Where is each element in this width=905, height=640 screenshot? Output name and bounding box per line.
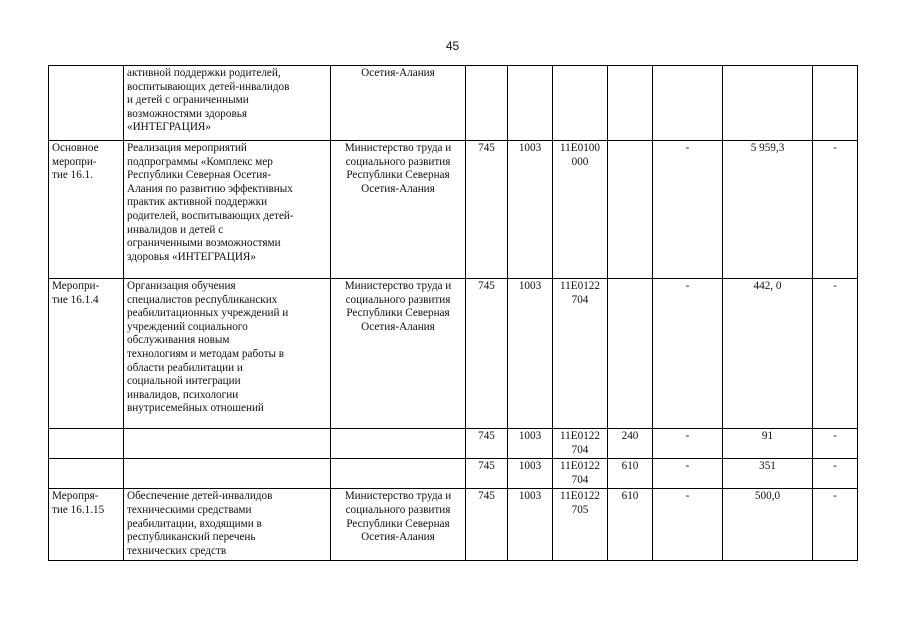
page-number: 45	[445, 39, 460, 53]
measure-name-cell-line: внутрисемейных отношений	[127, 402, 264, 415]
measure-name-cell-line: области реабилитации и	[127, 361, 243, 374]
table-body	[49, 66, 858, 561]
executor-cell-line: Республики Северная	[346, 169, 450, 182]
csr-cell-line: 11Е0122	[560, 430, 600, 442]
measure-code-cell	[49, 429, 124, 459]
executor-cell-line: Осетия-Алания	[361, 67, 435, 79]
amount-col-1-cell: -	[653, 279, 723, 429]
csr-cell	[553, 429, 608, 459]
rzpr-cell: 1003	[508, 279, 553, 429]
grbs-cell: 745	[466, 141, 508, 279]
executor-cell-line: Министерство труда и	[344, 142, 452, 154]
measure-name-cell-line: и детей с ограниченными	[127, 94, 249, 107]
measure-name-cell	[124, 429, 331, 459]
measure-code-cell	[49, 489, 124, 561]
amount-col-2-cell	[723, 66, 813, 141]
table-row	[49, 459, 858, 489]
vr-cell	[608, 279, 653, 429]
executor-cell-line: Министерство труда и	[344, 490, 452, 503]
table-row	[49, 429, 858, 459]
amount-col-2-cell: 91	[723, 429, 813, 459]
csr-cell-line: 000	[571, 155, 589, 168]
csr-cell-line: 11Е0122	[560, 280, 600, 292]
measure-name-cell-line: родителей, воспитывающих детей-	[127, 209, 294, 222]
measure-name-cell-line: Организация обучения	[127, 280, 236, 292]
grbs-cell: 745	[466, 429, 508, 459]
measure-name-cell-line: реабилитационных учреждений и	[127, 307, 289, 320]
executor-cell	[331, 489, 466, 561]
table-row	[49, 279, 858, 429]
csr-cell-line: 11Е0122	[560, 490, 600, 503]
rzpr-cell: 1003	[508, 141, 553, 279]
measure-name-cell-line: Республики Северная Осетия-	[127, 169, 272, 182]
csr-cell	[553, 279, 608, 429]
measure-name-cell-line: возможностями здоровья	[127, 107, 247, 120]
executor-cell-line: Министерство труда и	[344, 280, 452, 292]
table-row	[49, 66, 858, 141]
csr-cell	[553, 489, 608, 561]
measure-code-cell	[49, 66, 124, 141]
csr-cell-line: 11Е0122	[560, 460, 600, 473]
amount-col-2-cell: 442, 0	[723, 279, 813, 429]
rzpr-cell	[508, 66, 553, 141]
amount-col-2-cell: 5 959,3	[723, 141, 813, 279]
amount-col-3-cell: -	[813, 279, 858, 429]
measure-code-cell-line: тие 16.1.	[52, 169, 94, 182]
measure-name-cell-line: подпрограммы «Комплекс мер	[127, 155, 273, 168]
measure-name-cell-line: республиканский перечень	[127, 531, 256, 544]
vr-cell: 240	[608, 429, 653, 459]
vr-cell	[608, 141, 653, 279]
grbs-cell: 745	[466, 279, 508, 429]
csr-cell-line: 704	[571, 473, 589, 486]
amount-col-3-cell	[813, 66, 858, 141]
csr-cell-line: 704	[571, 443, 589, 456]
rzpr-cell: 1003	[508, 429, 553, 459]
vr-cell	[608, 66, 653, 141]
amount-col-1-cell	[653, 66, 723, 141]
measure-code-cell-line: Меропря-	[52, 490, 99, 503]
executor-cell-line: социального развития	[345, 293, 451, 306]
csr-cell	[553, 66, 608, 141]
amount-col-3-cell: -	[813, 141, 858, 279]
grbs-cell: 745	[466, 489, 508, 561]
amount-col-2-cell: 500,0	[723, 489, 813, 561]
executor-cell	[331, 429, 466, 459]
csr-cell-line: 704	[571, 293, 589, 306]
measure-name-cell	[124, 141, 331, 279]
measure-name-cell-line: учреждений социального	[127, 320, 248, 333]
amount-col-2-cell: 351	[723, 459, 813, 489]
executor-cell	[331, 279, 466, 429]
measure-name-cell-line: Алания по развитию эффективных	[127, 182, 293, 195]
measure-name-cell-line: техническими средствами	[127, 503, 252, 516]
measure-name-cell-line: ограниченными возможностями	[127, 237, 281, 250]
measure-code-cell-line: Меропри-	[52, 280, 100, 292]
executor-cell-line: Республики Северная	[346, 307, 450, 320]
rzpr-cell: 1003	[508, 459, 553, 489]
csr-cell	[553, 459, 608, 489]
measure-name-cell-line: здоровья «ИНТЕГРАЦИЯ»	[127, 250, 256, 263]
measure-code-cell-line: Основное	[52, 142, 99, 154]
executor-cell	[331, 459, 466, 489]
measure-code-cell	[49, 279, 124, 429]
vr-cell: 610	[608, 459, 653, 489]
measure-name-cell-line: воспитывающих детей-инвалидов	[127, 80, 290, 93]
table-row	[49, 141, 858, 279]
measure-name-cell-line: технологиям и методам работы в	[127, 347, 285, 360]
measure-name-cell-line: социальной интеграции	[127, 375, 241, 388]
csr-cell-line: 11Е0100	[560, 142, 600, 154]
measure-name-cell-line: технических средств	[127, 544, 227, 557]
measure-name-cell-line: обслуживания новым	[127, 334, 230, 347]
measure-name-cell-line: Обеспечение детей-инвалидов	[127, 490, 273, 503]
amount-col-1-cell: -	[653, 459, 723, 489]
executor-cell-line: социального развития	[345, 155, 451, 168]
amount-col-1-cell: -	[653, 489, 723, 561]
amount-col-3-cell: -	[813, 459, 858, 489]
executor-cell-line: Осетия-Алания	[361, 320, 435, 333]
measure-name-cell	[124, 66, 331, 141]
measure-name-cell-line: практик активной поддержки	[127, 196, 268, 209]
grbs-cell: 745	[466, 459, 508, 489]
rzpr-cell: 1003	[508, 489, 553, 561]
measure-name-cell-line: Реализация мероприятий	[127, 142, 247, 154]
measure-name-cell	[124, 279, 331, 429]
measure-name-cell-line: специалистов республиканских	[127, 293, 278, 306]
executor-cell	[331, 66, 466, 141]
executor-cell	[331, 141, 466, 279]
measure-name-cell-line: «ИНТЕГРАЦИЯ»	[127, 121, 211, 134]
csr-cell-line: 705	[571, 503, 589, 516]
amount-col-3-cell: -	[813, 489, 858, 561]
measure-name-cell	[124, 489, 331, 561]
executor-cell-line: социального развития	[345, 503, 451, 516]
csr-cell	[553, 141, 608, 279]
amount-col-3-cell: -	[813, 429, 858, 459]
measure-name-cell-line: реабилитации, входящими в	[127, 517, 262, 530]
measure-code-cell	[49, 141, 124, 279]
executor-cell-line: Осетия-Алания	[361, 531, 435, 544]
measure-code-cell	[49, 459, 124, 489]
measure-name-cell-line: инвалидов, психологии	[127, 388, 239, 401]
amount-col-1-cell: -	[653, 141, 723, 279]
measure-code-cell-line: меропри-	[52, 155, 97, 168]
table-row	[49, 489, 858, 561]
executor-cell-line: Республики Северная	[346, 517, 450, 530]
vr-cell: 610	[608, 489, 653, 561]
amount-col-1-cell: -	[653, 429, 723, 459]
measure-name-cell-line: активной поддержки родителей,	[127, 67, 281, 79]
executor-cell-line: Осетия-Алания	[361, 182, 435, 195]
grbs-cell	[466, 66, 508, 141]
measure-code-cell-line: тие 16.1.15	[52, 503, 105, 516]
measure-name-cell	[124, 459, 331, 489]
measure-name-cell-line: инвалидов и детей с	[127, 223, 224, 236]
budget-table	[48, 65, 858, 561]
measure-code-cell-line: тие 16.1.4	[52, 293, 99, 306]
